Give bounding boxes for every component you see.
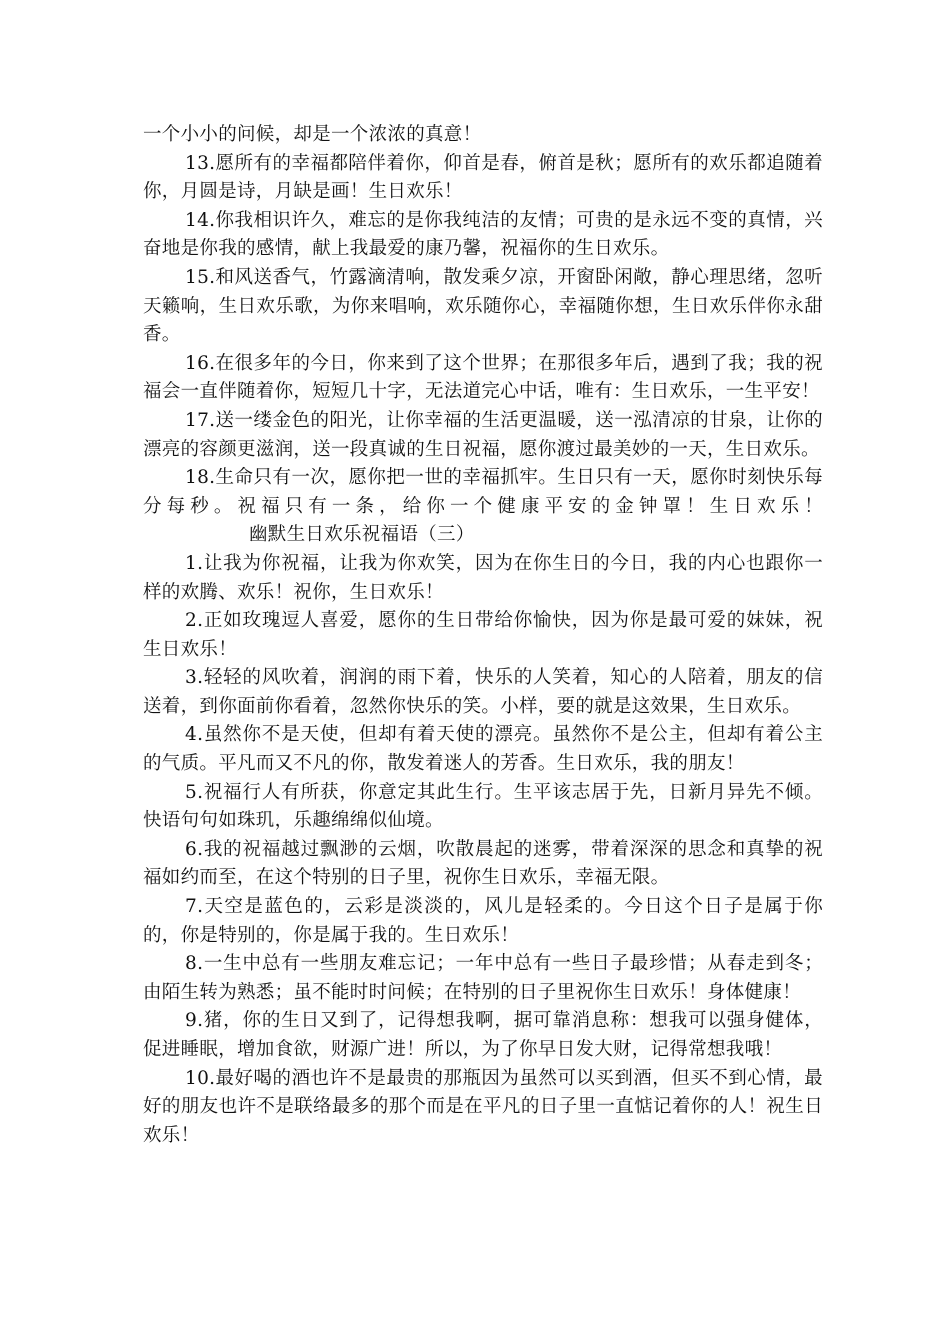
paragraph-5: 5.祝福行人有所获，你意定其此生行。生平该志居于先，日新月异先不倾。快语句句如珠玑，乐趣绵绵似仙境。 [143, 781, 823, 832]
paragraph-15: 15.和风送香气，竹露滴清响，散发乘夕凉，开窗卧闲敞，静心理思绪，忽听天籁响，生日欢乐歌，为你来唱响，欢乐随你心，幸福随你想，生日欢乐伴你永甜香。 [143, 266, 823, 346]
paragraph-9: 9.猪，你的生日又到了，记得想我啊，据可靠消息称：想我可以强身健体，促进睡眠，增加食欲，财源广进！所以，为了你早日发大财，记得常想我哦！ [143, 1010, 823, 1060]
paragraph-16: 16.在很多年的今日，你来到了这个世界；在那很多年后，遇到了我；我的祝福会一直伴随着你，短短几十字，无法道完心中话，唯有：生日欢乐，一生平安！ [143, 352, 823, 403]
paragraph-continuation: 一个小小的问候，却是一个浓浓的真意！ [143, 124, 482, 145]
paragraph-8: 8.一生中总有一些朋友难忘记；一年中总有一些日子最珍惜；从春走到冬；由陌生转为熟悉；虽不能时时问候；在特别的日子里祝你生日欢乐！身体健康！ [143, 953, 823, 1003]
paragraph-2: 2.正如玫瑰逗人喜爱，愿你的生日带给你愉快，因为你是最可爱的妹妹，祝生日欢乐！ [143, 610, 823, 660]
paragraph-1: 1.让我为你祝福，让我为你欢笑，因为在你生日的今日，我的内心也跟你一样的欢腾、欢乐！祝你，生日欢乐！ [143, 552, 823, 603]
paragraph-18 [143, 464, 823, 550]
paragraph-6: 6.我的祝福越过飘渺的云烟，吹散晨起的迷雾，带着深深的思念和真挚的祝福如约而至，在这个特别的日子里，祝你生日欢乐，幸福无限。 [143, 838, 823, 889]
paragraph-3: 3.轻轻的风吹着，润润的雨下着，快乐的人笑着，知心的人陪着，朋友的信送着，到你面前你看着，忽然你快乐的笑。小样，要的就是这效果，生日欢乐。 [143, 667, 823, 717]
paragraph-13: 13.愿所有的幸福都陪伴着你，仰首是春，俯首是秋；愿所有的欢乐都追随着你，月圆是诗，月缺是画！生日欢乐！ [143, 152, 823, 203]
paragraph-7: 7.天空是蓝色的，云彩是淡淡的，风儿是轻柔的。今日这个日子是属于你的，你是特别的，你是属于我的。生日欢乐！ [143, 896, 823, 946]
paragraph-10: 10.最好喝的酒也许不是最贵的那瓶因为虽然可以买到酒，但买不到心情，最好的朋友也许不是联络最多的那个而是在平凡的日子里一直惦记着你的人！祝生日欢乐！ [143, 1067, 823, 1146]
document-body [143, 121, 823, 1150]
section-heading: 幽默生日欢乐祝福语（三） [249, 524, 475, 546]
paragraph-18-text: 18.生命只有一次，愿你把一世的幸福抓牢。生日只有一天，愿你时刻快乐每分每秒。祝福只有一条，给你一个健康平安的金钟罩！生日欢乐！ [143, 467, 823, 517]
paragraph-4: 4.虽然你不是天使，但却有着天使的漂亮。虽然你不是公主，但却有着公主的气质。平凡而又不凡的你，散发着迷人的芳香。生日欢乐，我的朋友！ [143, 724, 823, 775]
paragraph-17: 17.送一缕金色的阳光，让你幸福的生活更温暖，送一泓清凉的甘泉，让你的漂亮的容颜更滋润，送一段真诚的生日祝福，愿你渡过最美妙的一天，生日欢乐。 [143, 409, 823, 460]
paragraph-14: 14.你我相识许久，难忘的是你我纯洁的友情；可贵的是永远不变的真情，兴奋地是你我的感情，献上我最爱的康乃馨，祝福你的生日欢乐。 [143, 209, 823, 260]
